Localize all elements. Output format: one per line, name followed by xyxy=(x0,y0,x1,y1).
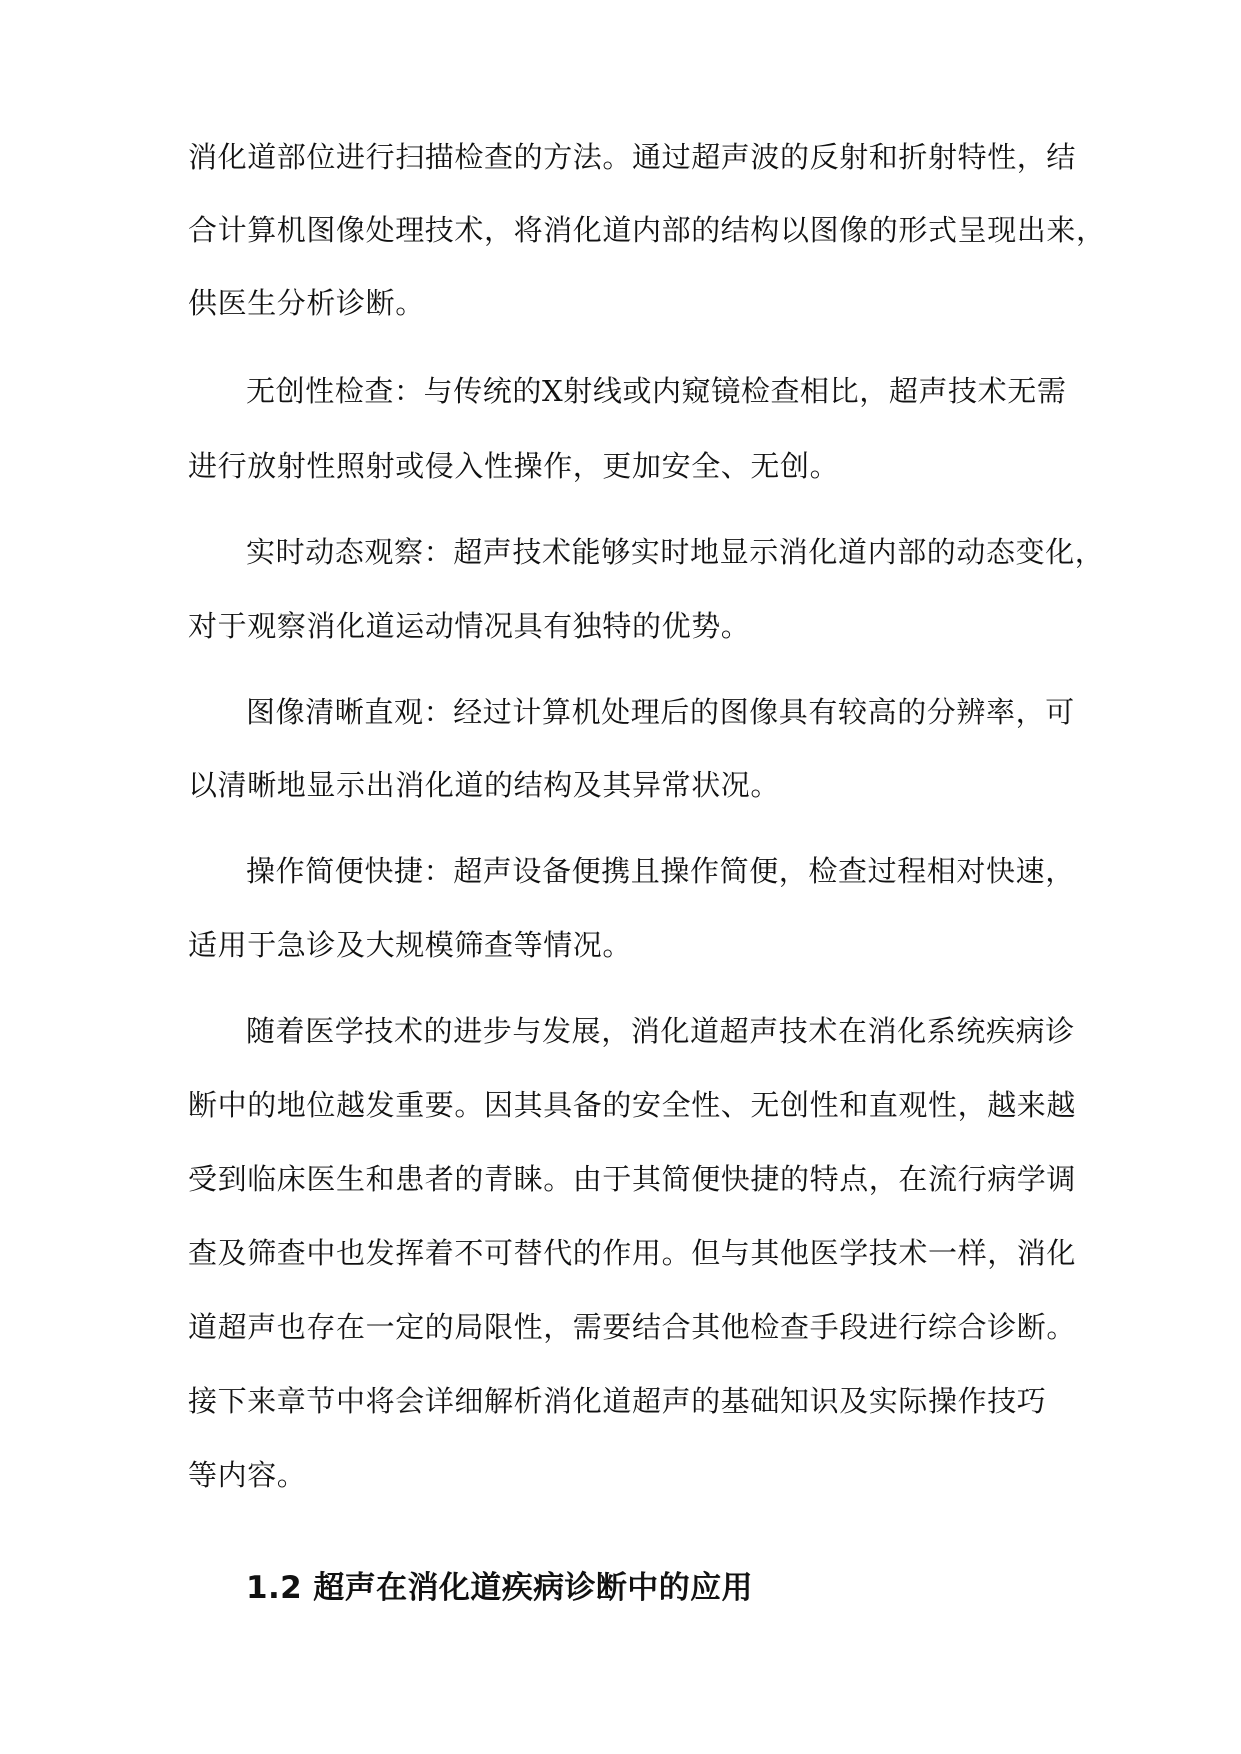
paragraph-line: 以清晰地显示出消化道的结构及其异常状况。 xyxy=(188,768,781,802)
paragraph-line: 供医生分析诊断。 xyxy=(188,286,425,320)
paragraph-line: 操作简便快捷：超声设备便携且操作简便，检查过程相对快速， xyxy=(246,854,1075,888)
paragraph-line: 适用于急诊及大规模筛查等情况。 xyxy=(188,928,633,962)
paragraph-line: 受到临床医生和患者的青睐。由于其简便快捷的特点，在流行病学调 xyxy=(188,1162,1077,1196)
paragraph-line: 图像清晰直观：经过计算机处理后的图像具有较高的分辨率，可 xyxy=(246,695,1075,729)
paragraph-line: 对于观察消化道运动情况具有独特的优势。 xyxy=(188,609,751,643)
paragraph-line: 断中的地位越发重要。因其具备的安全性、无创性和直观性，越来越 xyxy=(188,1088,1077,1122)
paragraph-line: 合计算机图像处理技术，将消化道内部的结构以图像的形式呈现出来， xyxy=(188,213,1106,247)
paragraph-line: 无创性检查：与传统的X射线或内窥镜检查相比，超声技术无需 xyxy=(246,374,1067,408)
paragraph-line: 查及筛查中也发挥着不可替代的作用。但与其他医学技术一样，消化 xyxy=(188,1236,1077,1270)
paragraph-line: 随着医学技术的进步与发展，消化道超声技术在消化系统疾病诊 xyxy=(246,1014,1075,1048)
paragraph-line: 等内容。 xyxy=(188,1458,307,1492)
paragraph-line: 实时动态观察：超声技术能够实时地显示消化道内部的动态变化， xyxy=(246,535,1105,569)
paragraph-line: 进行放射性照射或侵入性操作，更加安全、无创。 xyxy=(188,449,840,483)
paragraph-line: 消化道部位进行扫描检查的方法。通过超声波的反射和折射特性，结 xyxy=(188,140,1077,174)
paragraph-line: 道超声也存在一定的局限性，需要结合其他检查手段进行综合诊断。 xyxy=(188,1310,1077,1344)
section-heading: 1.2 超声在消化道疾病诊断中的应用 xyxy=(246,1570,753,1606)
paragraph-line: 接下来章节中将会详细解析消化道超声的基础知识及实际操作技巧 xyxy=(188,1384,1047,1418)
